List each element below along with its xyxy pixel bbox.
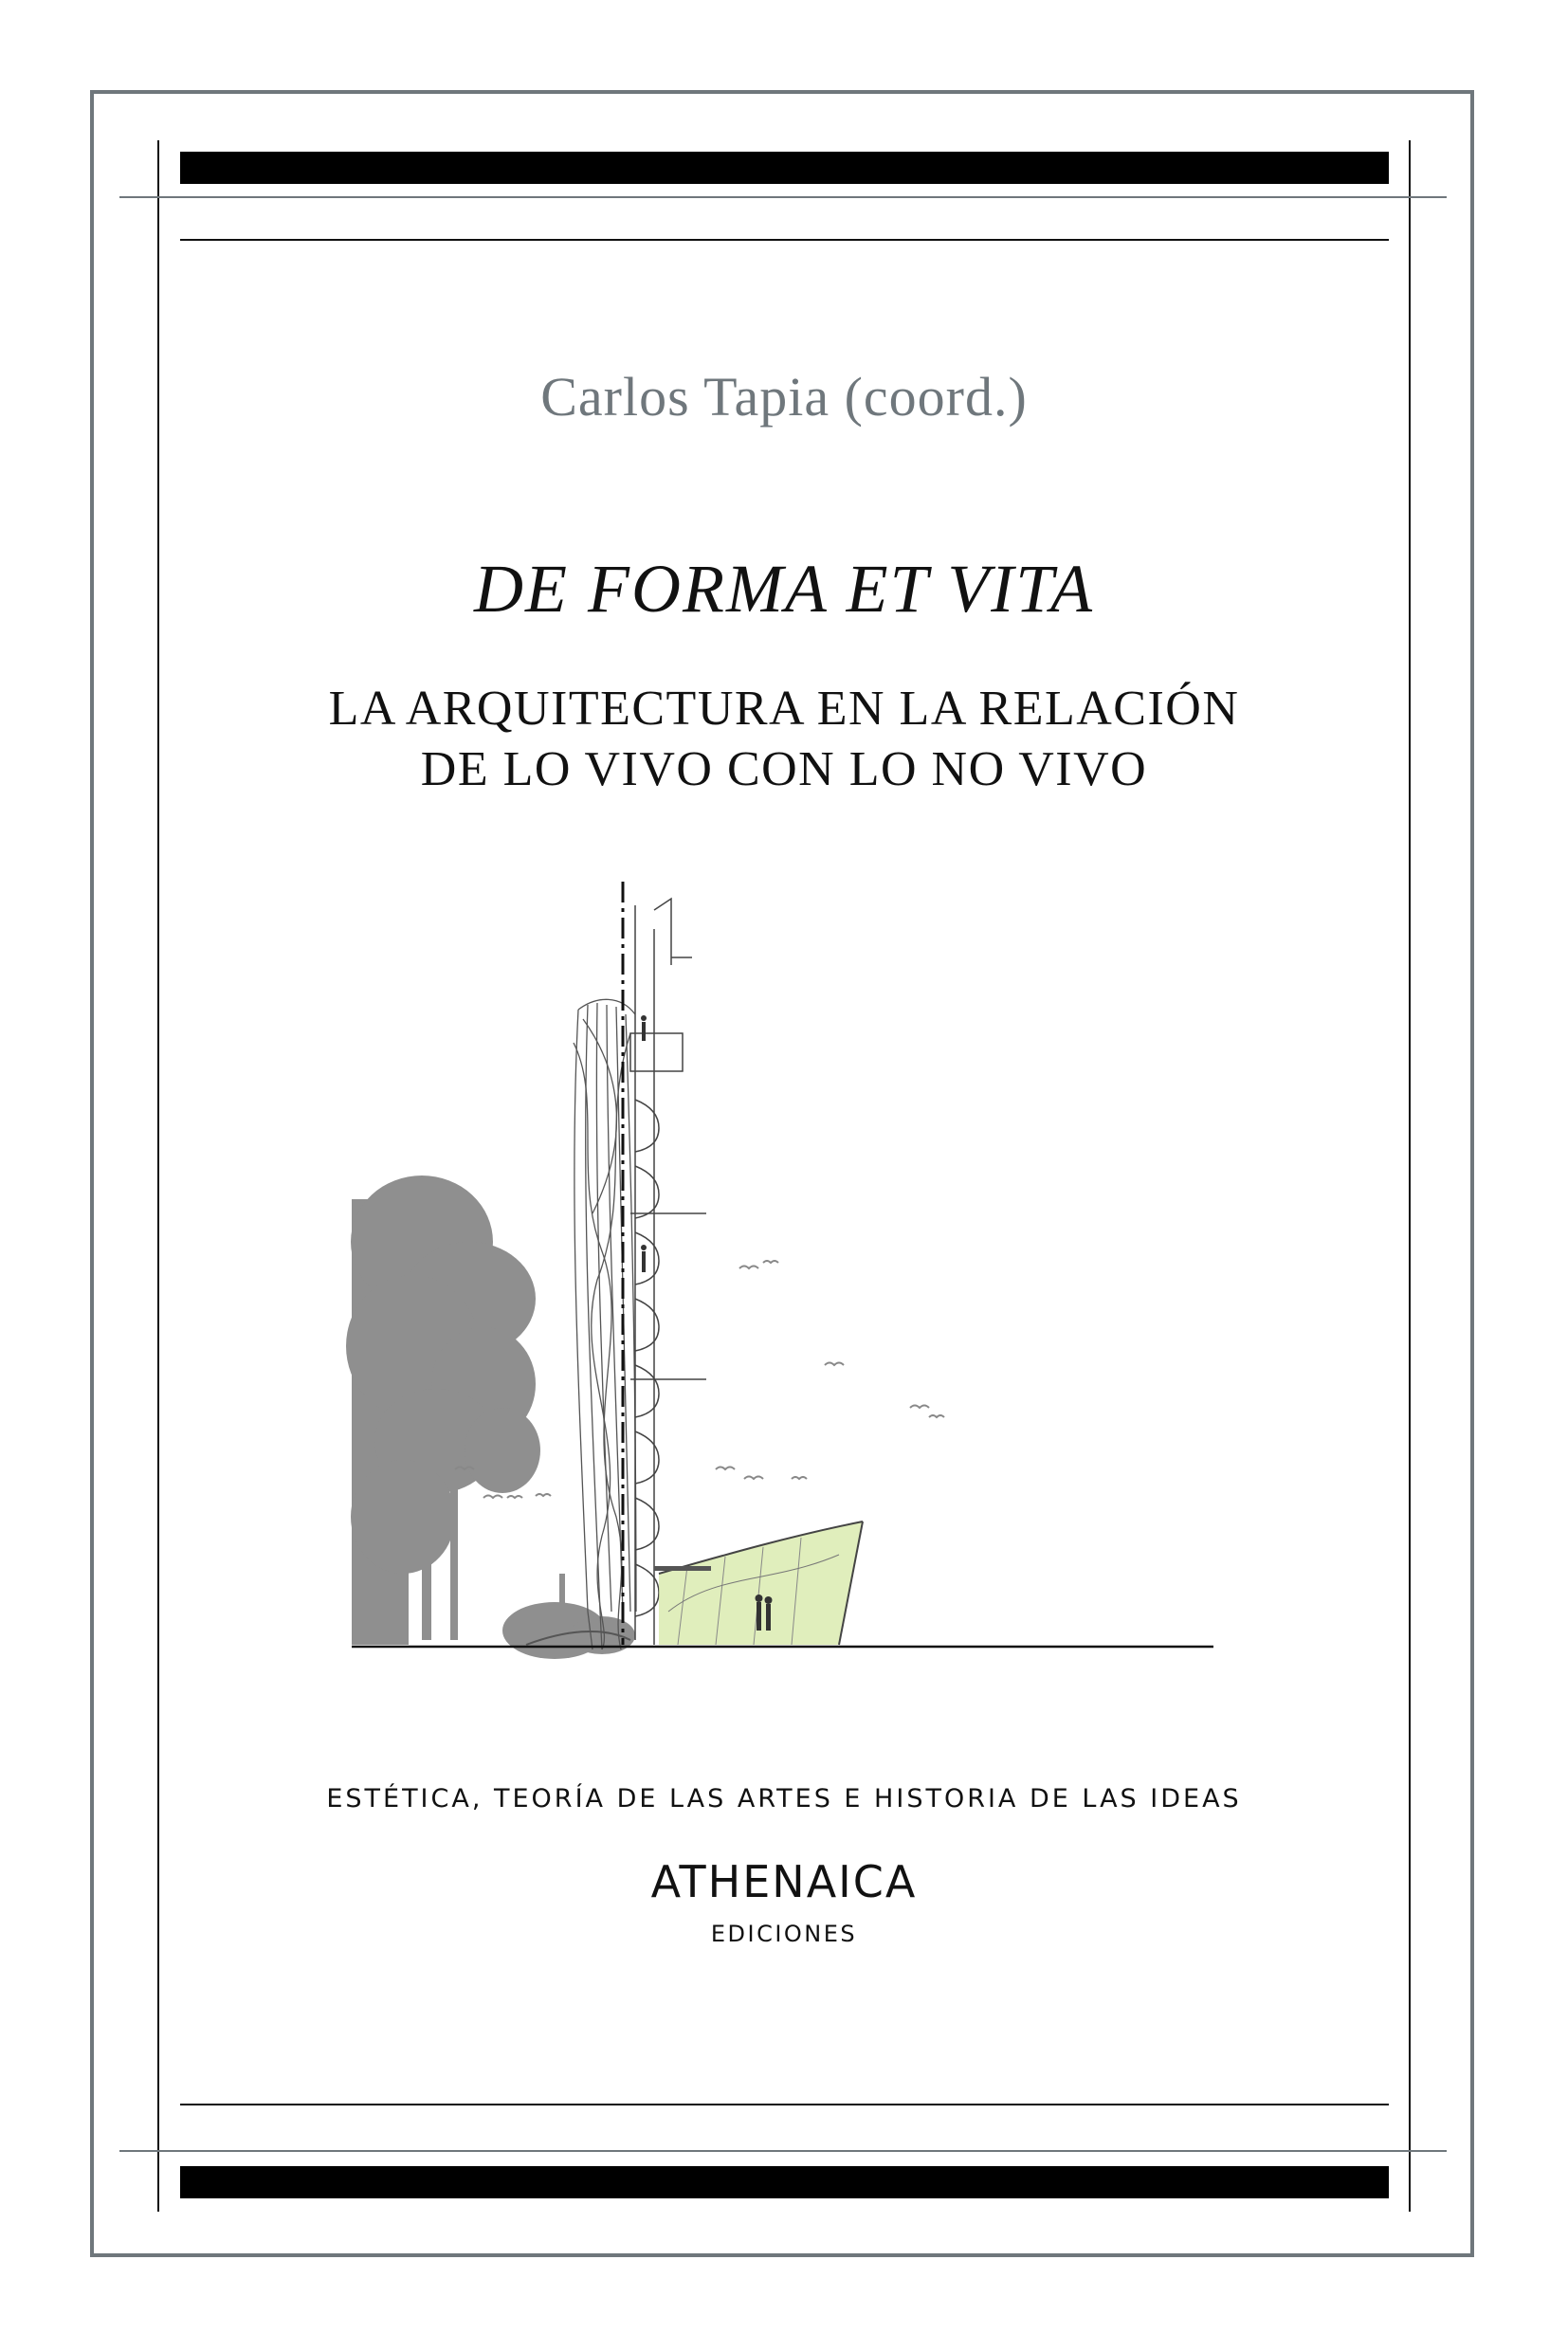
series-name: ESTÉTICA, TEORÍA DE LAS ARTES E HISTORIA DE LAS IDEAS [326, 1784, 1242, 1813]
human-figures [641, 1015, 773, 1631]
book-title: DE FORMA ET VITA [474, 551, 1094, 627]
subtitle-line-1: LA ARQUITECTURA EN LA RELACIÓN [328, 682, 1240, 736]
author: Carlos Tapia (coord.) [540, 366, 1028, 428]
publisher-subtitle: EDICIONES [710, 1921, 858, 1947]
bottom-thin-line [180, 2104, 1389, 2105]
tower-elevation-drawing-icon [346, 853, 1228, 1744]
publisher-name: ATHENAICA [650, 1856, 918, 1907]
top-grey-line [119, 196, 1447, 198]
top-thick-bar [180, 152, 1389, 184]
subtitle-line-2: DE LO VIVO CON LO NO VIVO [420, 742, 1148, 796]
bottom-thick-bar [180, 2166, 1389, 2198]
tower-fibres [574, 999, 636, 1649]
bottom-grey-line [119, 2150, 1447, 2152]
top-thin-line [180, 239, 1389, 241]
